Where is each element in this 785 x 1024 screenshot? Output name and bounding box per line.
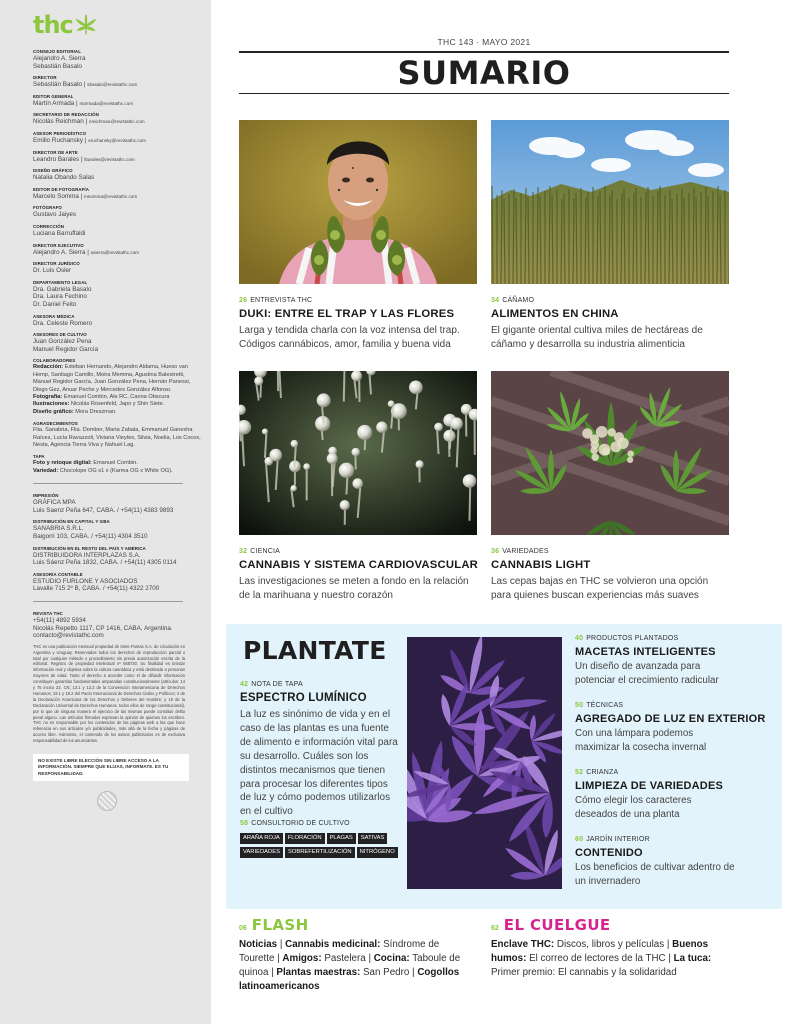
entry-label: Cogollos latinoamericanos — [239, 967, 460, 992]
credit-line: ESTUDIO FURLONE Y ASOCIADOS — [33, 577, 138, 585]
credit-line: Martín Armada | marmada@revistathc.com — [33, 99, 134, 107]
credit-title: EDITOR DE FOTOGRAFÍA — [33, 186, 89, 192]
article-kicker — [575, 634, 735, 643]
credit-line: Leandro Barales | lbarales@revistathc.com — [33, 155, 135, 163]
credit-label: Foto y retoque digital: — [33, 460, 92, 467]
credit-line: Dra. Gabriela Basalo — [33, 285, 92, 293]
credit-line: Gustavo Jaiyes — [33, 211, 77, 219]
article-kicker — [575, 835, 735, 844]
credit-block — [33, 204, 201, 219]
topic-tag[interactable]: ARAÑA ROJA — [240, 833, 283, 844]
plantate-section — [226, 624, 782, 909]
topic-tag[interactable]: SATIVAS — [358, 833, 388, 844]
legal-text: THC es una publicación mensual propiedad de Siete Puntas S.A. de circulación en Argentina y Uruguay. Reservados todos los derechos de reproducción parcial o total por cualquier método o procedimiento sin previa autorización escrita de la editorial. Registro de propiedad intelectual nº 568730. Su finalidad es brindar información real y objetiva sobre la cultura cannábica y está destinada a personas mayores de edad. Tanto el derecho a acceder como el de difundir información constituyen garantías fundamentales amparadas constitucionalmente (artículos: 14 y 75 inciso 22. CN; 13.1 y 13.2 de la Convención Interamericana de Derechos Humanos; 19.1 y 19.2 del Pacto Internacional de Derechos Civiles y Políticos; 4 de la Declaración Americana de los Derechos y Deberes del Hombre; y 19 de la Declaración Universal de Derechos Humanos, todos ellos de rango constitucional), por lo que de ninguna manera el ejercicio de las mismas puede constituir delito penal alguno. Las artículos firmados expresan la opinión de quienes los escriben. THC no es responsable por los contenidos de las páginas web a las que hace referencia en sus artículos y/o publicidades, más allá de la fecha y páginas de acceso libre. Asimismo, el contenido de los avisos publicitarios es de exclusiva responsabilidad de los anunciantes. — [33, 643, 185, 744]
page-number: 60 — [575, 836, 584, 843]
credit-block — [33, 242, 201, 257]
credit-line: Dr. Daniel Feito — [33, 300, 77, 308]
colaboradores-text — [33, 364, 201, 416]
agradecimientos-block — [33, 420, 201, 449]
credit-line: Juan González Pena — [33, 338, 92, 346]
article-kicker — [240, 819, 400, 828]
credit-block — [33, 130, 201, 145]
email-address: eruchansky@revistathc.com — [88, 137, 146, 143]
article-description: La luz es sinónimo de vida y en el caso de las plantas es una fuente de alimento e información vital para su desarrollo. Cuáles son los distintos mecanismos que tienen para procesar los diferentes tipos de luz y cómo podemos utilizarlos en el cultivo — [240, 709, 398, 818]
section-title-flash: FLASH — [251, 916, 309, 934]
credit-title: CORRECCIÓN — [33, 223, 65, 229]
article-kicker — [575, 768, 735, 777]
credit-entry: Redacción: Esteban Hernando, Alejandro Aldama, Hueso van Hemp, Santiago Camillo, Moira Memma, Agustina Balestretti, Manuel Regidor García, Juan González Pena, Hernán Panessi, Diego Gez, Anuar Peche y Mercedes González Alfonso. — [33, 364, 191, 393]
credit-title: COLABORADORES — [33, 358, 76, 364]
page-header — [239, 36, 729, 94]
credit-block — [33, 279, 201, 309]
credit-title: DIRECTOR — [33, 75, 57, 81]
article-kicker — [239, 296, 477, 305]
article-title[interactable]: DUKI: ENTRE EL TRAP Y LAS FLORES — [239, 308, 455, 320]
entry-label: Noticias — [239, 939, 278, 950]
credit-title: ASESOR PERIODÍSTICO — [33, 130, 87, 136]
credit-line: Luis Sáenz Peña 1832, CABA. / +54(11) 4305 0114 — [33, 559, 177, 567]
credit-line: Dr. Luis Osler — [33, 267, 72, 275]
article-title[interactable]: MACETAS INTELIGENTES — [575, 646, 716, 658]
credit-block — [33, 167, 201, 182]
article-title[interactable]: CANNABIS Y SISTEMA CARDIOVASCULAR — [239, 559, 479, 571]
credits-list-distribution — [33, 492, 201, 593]
topic-tag[interactable]: SOBREFERTILIZACIÓN — [285, 847, 355, 858]
article-image-cannabis-plant — [491, 371, 729, 535]
page-number: 26 — [239, 297, 248, 304]
article-description: Larga y tendida charla con la voz intensa del trap. Códigos cannábicos, amor, familia y buena vida — [239, 325, 460, 350]
credit-title: DIRECTOR EJECUTIVO — [33, 242, 84, 248]
article-image-hemp-field — [491, 120, 729, 284]
logo-text: thc — [33, 11, 73, 39]
contact-line: contacto@revistathc.com — [33, 632, 104, 640]
credit-title: TAPA — [33, 454, 45, 460]
credit-entry: Fotografía: Emanuel Combin, Ale RC, Canna Obscura — [33, 393, 170, 400]
credit-line: Lavalle 715 2º B, CABA. / +54(11) 4322 2700 — [33, 585, 160, 593]
plantate-article[interactable] — [575, 768, 735, 835]
article-card-cannabis-light[interactable] — [491, 371, 729, 603]
fingerprint-icon — [97, 791, 117, 811]
section-label: TÉCNICAS — [586, 702, 624, 709]
plantate-article[interactable] — [575, 634, 735, 701]
page-number: 62 — [491, 925, 499, 932]
article-description: Las cepas bajas en THC se volvieron una opción para quienes buscan experiencias más suaves — [491, 576, 709, 601]
entry-text: El correo de lectores de la THC — [526, 953, 666, 964]
credit-block — [33, 111, 201, 126]
email-address: asierra@revistathc.com — [90, 249, 139, 255]
credit-title: ASESORÍA CONTABLE — [33, 571, 83, 577]
entry-label: Plantas maestras: — [276, 967, 361, 978]
entry-label: Cannabis medicinal: — [285, 939, 381, 950]
page-number: 36 — [491, 548, 500, 555]
section-label: JARDÍN INTERIOR — [586, 836, 650, 843]
page-title: SUMARIO — [397, 54, 571, 92]
entry-text: Síndrome de Tourette — [239, 939, 440, 964]
colaboradores-block — [33, 357, 201, 416]
topic-tag[interactable]: FLORACIÓN — [285, 833, 325, 844]
entry-text: Discos, libros y películas — [554, 939, 665, 950]
credit-label: Diseño gráfico: — [33, 408, 74, 415]
article-image-duki — [239, 120, 477, 284]
page-number: 32 — [239, 548, 248, 555]
credits-list — [33, 48, 201, 353]
article-kicker — [240, 680, 400, 689]
credit-block — [33, 313, 201, 328]
credit-line: Sebastián Basalo | sbasalo@revistathc.com — [33, 81, 138, 89]
credit-block — [33, 545, 201, 567]
credit-title: DEPARTAMENTO LEGAL — [33, 279, 88, 285]
email-address: sbasalo@revistathc.com — [87, 82, 138, 88]
section-label: NOTA DE TAPA — [251, 681, 303, 688]
page-number: 42 — [240, 681, 249, 688]
email-address: lbarales@revistathc.com — [84, 156, 135, 162]
plantate-article[interactable] — [575, 701, 766, 768]
tapa-text — [33, 460, 201, 475]
credit-line: Dra. Celeste Romero — [33, 319, 93, 327]
flash-section[interactable] — [239, 916, 477, 994]
credit-title: ASESORA MÉDICA — [33, 313, 75, 319]
page-number: 52 — [575, 769, 584, 776]
notice-box: NO EXISTE LIBRE ELECCIÓN SIN LIBRE ACCESO A LA INFORMACIÓN. SIEMPRE QUE ELIJAS, INFORMATE. ES TU RESPONSABILIDAD. — [33, 754, 189, 781]
agradecimientos-text: Flia. Sanabria, Flia. Domber, Marta Zabala, Emmanuel Ganesha Raíces, Lucía Ravazzoli, Viviana Vieytes, Silvia, Noelia, Los Cocos, Nesta, Agencia Tierra Viva y Nahuel Lag. — [33, 427, 201, 448]
credit-line: SANABRIA S.R.L. — [33, 525, 84, 533]
plantate-article[interactable] — [575, 835, 735, 902]
page-number: 50 — [575, 702, 584, 709]
article-title[interactable]: CONTENIDO — [575, 847, 643, 859]
email-address: marmada@revistathc.com — [79, 100, 134, 106]
credit-block — [33, 93, 201, 108]
credit-line: Dra. Laura Fechino — [33, 293, 87, 301]
credit-line: Luciana Barruffaldi — [33, 229, 86, 237]
credit-entry: Variedad: Chocolope OG s1 x (Karma OG x White OG). — [33, 467, 173, 474]
credit-title: IMPRESIÓN — [33, 493, 59, 499]
credit-block — [33, 492, 201, 514]
credit-line: Emilio Ruchansky | eruchansky@revistathc.com — [33, 136, 146, 144]
article-kicker — [575, 701, 735, 710]
credit-line: Natalia Obando Salas — [33, 174, 95, 182]
tag-list — [240, 833, 400, 858]
article-kicker — [491, 547, 729, 556]
article-description: Las investigaciones se meten a fondo en la relación de la marihuana y nuestro corazón — [239, 576, 469, 601]
credit-line: Luis Saenz Peña 647, CABA. / +54(11) 4383 9893 — [33, 506, 174, 514]
email-address: nreichman@revistathc.com — [88, 119, 145, 125]
article-description: Con una lámpara podemos maximizar la cosecha invernal — [575, 728, 707, 753]
entry-label: Cocina: — [373, 953, 410, 964]
email-address: msomma@revistathc.com — [83, 193, 138, 199]
credit-entry: Foto y retoque digital: Emanuel Combin. — [33, 460, 138, 467]
divider — [33, 483, 183, 484]
credit-label: Redacción: — [33, 364, 64, 371]
credit-entry: Diseño gráfico: Mora Dreszman. — [33, 408, 117, 415]
credit-block — [33, 149, 201, 164]
entry-label: Buenos humos: — [491, 939, 709, 964]
article-description: El gigante oriental cultiva miles de hectáreas de cáñamo y desarrolla su industria alimenticia — [491, 325, 703, 350]
revista-block — [33, 610, 201, 640]
section-label: VARIEDADES — [502, 548, 549, 555]
credit-line: Alejandro A. Sierra — [33, 55, 86, 62]
credit-block — [33, 260, 201, 275]
article-image-purple-leaves — [407, 637, 562, 889]
credit-entry: Ilustraciones: Nicolás Rosenfeld, Japo y Shin Siete. — [33, 401, 165, 408]
topic-tag[interactable]: VARIEDADES — [240, 847, 283, 858]
cannabis-leaf-icon — [74, 13, 98, 37]
masthead-sidebar — [0, 0, 211, 1024]
cuelgue-section[interactable] — [491, 916, 729, 980]
credit-block — [33, 331, 201, 353]
section-header — [239, 916, 477, 934]
credit-title: DISTRIBUCIÓN EN CAPITAL Y GBA — [33, 519, 110, 525]
credit-label: Fotografía: — [33, 393, 63, 400]
credit-block — [33, 74, 201, 89]
credit-line: Alejandro A. Sierra | asierra@revistathc.com — [33, 248, 139, 256]
article-title[interactable]: ALIMENTOS EN CHINA — [491, 308, 619, 320]
credit-label: Ilustraciones: — [33, 401, 70, 408]
divider — [239, 93, 729, 94]
article-card-china[interactable] — [491, 120, 729, 352]
entry-label: Amigos: — [282, 953, 322, 964]
credit-title: DIRECTOR DE ARTE — [33, 149, 78, 155]
cuelgue-contents: Enclave THC: Discos, libros y películas | Buenos humos: El correo de lectores de la THC | La tuca: Primer premio: El cannabis y la solidaridad — [491, 939, 712, 978]
article-title[interactable]: CANNABIS LIGHT — [491, 559, 591, 571]
plantate-articles — [575, 634, 766, 902]
tapa-block — [33, 453, 201, 475]
entry-text: Primer premio: El cannabis y la solidaridad — [491, 967, 677, 978]
page-number: 34 — [491, 297, 500, 304]
credit-title: ASESORES DE CULTIVO — [33, 332, 87, 338]
credit-line: Sebastián Basalo — [33, 62, 83, 70]
entry-label: Enclave THC: — [491, 939, 555, 950]
credit-title: SECRETARIO DE REDACCIÓN — [33, 112, 99, 118]
issue-label: THC 143 · MAYO 2021 — [437, 37, 531, 47]
page-number: 40 — [575, 635, 584, 642]
credit-line: Nicolás Reichman | nreichman@revistathc.com — [33, 118, 145, 126]
article-kicker — [491, 296, 729, 305]
contact-line: +54(11) 4892 5934 — [33, 616, 86, 624]
article-card-cardiovascular[interactable] — [239, 371, 477, 603]
thc-logo — [33, 10, 201, 40]
topic-tag[interactable]: NITRÓGENO — [357, 847, 398, 858]
section-label: PRODUCTOS PLANTADOS — [586, 635, 679, 642]
credit-title: FOTÓGRAFO — [33, 205, 62, 211]
credit-title: DISTRIBUCIÓN EN EL RESTO DEL PAÍS Y AMÉRICA — [33, 545, 146, 551]
page-number: 58 — [240, 820, 249, 827]
divider — [33, 601, 183, 602]
article-description: Los beneficios de cultivar adentro de un invernadero — [575, 862, 735, 887]
section-label: CIENCIA — [250, 548, 280, 555]
article-kicker — [239, 547, 477, 556]
credit-block — [33, 518, 201, 540]
article-title[interactable]: ESPECTRO LUMÍNICO — [240, 692, 367, 704]
credit-title: DISEÑO GRÁFICO — [33, 168, 73, 174]
section-header — [491, 916, 729, 934]
credit-title: EDITOR GENERAL — [33, 93, 74, 99]
credit-line: Manuel Regidor García — [33, 345, 99, 353]
credit-block — [33, 223, 201, 238]
credit-block — [33, 48, 201, 70]
page-number: 06 — [239, 925, 247, 932]
credit-label: Variedad: — [33, 467, 59, 474]
section-title-plantate: PLANTATE — [243, 636, 387, 665]
flash-contents: Noticias | Cannabis medicinal: Síndrome de Tourette | Amigos: Pastelera | Cocina: Taboule de quinoa | Plantas maestras: San Pedro | Cogollos latinoamericanos — [239, 939, 461, 992]
section-title-cuelgue: EL CUELGUE — [503, 916, 611, 934]
entry-label: La tuca: — [673, 953, 712, 964]
entry-text: Pastelera — [321, 953, 366, 964]
section-label: CÁÑAMO — [502, 297, 535, 304]
credit-block — [33, 571, 201, 593]
revista-contact — [33, 617, 201, 640]
consultorio-block[interactable] — [240, 819, 400, 858]
credit-block — [33, 186, 201, 201]
credit-line: GRÁFICA MPA — [33, 499, 76, 507]
contact-line: Nicolás Repetto 1117, CP 1416, CABA, Argentina. — [33, 624, 173, 632]
section-label: CRIANZA — [586, 769, 619, 776]
credit-line: DISTRIBUIDORA INTERPLAZAS S.A. — [33, 551, 141, 559]
article-card-duki[interactable] — [239, 120, 477, 352]
topic-tag[interactable]: PLAGAS — [327, 833, 356, 844]
article-title[interactable]: LIMPIEZA DE VARIEDADES — [575, 780, 724, 792]
article-image-trichomes — [239, 371, 477, 535]
article-description: Un diseño de avanzada para potenciar el crecimiento radicular — [575, 661, 719, 686]
credit-line: Marcelo Somma | msomma@revistathc.com — [33, 192, 138, 200]
section-label: ENTREVISTA THC — [250, 297, 313, 304]
entry-text: San Pedro — [360, 967, 410, 978]
credit-title: REVISTA THC — [33, 610, 63, 616]
entry-text: Taboule de quinoa — [239, 953, 461, 978]
credit-title: DIRECTOR JURÍDICO — [33, 261, 80, 267]
article-description: Cómo elegir los caracteres deseados de una planta — [575, 795, 692, 820]
credit-title: CONSEJO EDITORIAL — [33, 49, 81, 54]
article-title[interactable]: AGREGADO DE LUZ EN EXTERIOR — [575, 713, 766, 725]
credit-line: Baigorri 103, CABA. / +54(11) 4304 3510 — [33, 532, 148, 540]
section-label: CONSULTORIO DE CULTIVO — [251, 820, 350, 827]
credit-title: AGRADECIMIENTOS — [33, 421, 78, 427]
cover-story[interactable] — [240, 680, 400, 819]
